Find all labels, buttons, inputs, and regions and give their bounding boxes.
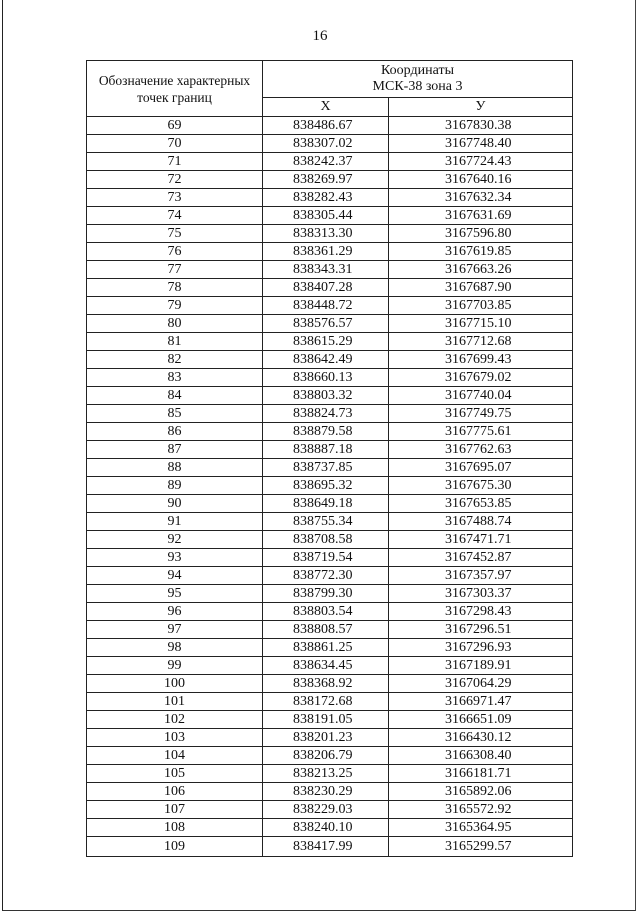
table-row [87,531,573,549]
header-y: У [389,98,573,117]
point-number: 104 [87,747,263,765]
y-coordinate: 3167775.61 [389,423,573,441]
x-coordinate: 838368.92 [263,675,389,693]
header-coordinates-title: Координаты [381,63,454,78]
y-coordinate: 3167189.91 [389,657,573,675]
x-coordinate: 838695.32 [263,477,389,495]
x-coordinate: 838803.54 [263,603,389,621]
y-coordinate: 3167064.29 [389,675,573,693]
x-coordinate: 838313.30 [263,225,389,243]
point-number: 107 [87,801,263,819]
table-row [87,423,573,441]
table-row [87,387,573,405]
x-coordinate: 838799.30 [263,585,389,603]
x-coordinate: 838737.85 [263,459,389,477]
table-row [87,369,573,387]
x-coordinate: 838803.32 [263,387,389,405]
x-coordinate: 838576.57 [263,315,389,333]
y-coordinate: 3166181.71 [389,765,573,783]
table-row [87,135,573,153]
table-row [87,189,573,207]
point-number: 82 [87,351,263,369]
y-coordinate: 3165572.92 [389,801,573,819]
x-coordinate: 838407.28 [263,279,389,297]
x-coordinate: 838772.30 [263,567,389,585]
x-coordinate: 838230.29 [263,783,389,801]
y-coordinate: 3166971.47 [389,693,573,711]
y-coordinate: 3167619.85 [389,243,573,261]
point-number: 80 [87,315,263,333]
y-coordinate: 3166651.09 [389,711,573,729]
y-coordinate: 3167296.93 [389,639,573,657]
table-row [87,315,573,333]
y-coordinate: 3167687.90 [389,279,573,297]
y-coordinate: 3167452.87 [389,549,573,567]
y-coordinate: 3166430.12 [389,729,573,747]
point-number: 81 [87,333,263,351]
point-number: 71 [87,153,263,171]
x-coordinate: 838708.58 [263,531,389,549]
x-coordinate: 838305.44 [263,207,389,225]
table-row [87,351,573,369]
x-coordinate: 838172.68 [263,693,389,711]
point-number: 74 [87,207,263,225]
y-coordinate: 3167679.02 [389,369,573,387]
point-number: 79 [87,297,263,315]
table-row [87,441,573,459]
y-coordinate: 3167740.04 [389,387,573,405]
point-number: 85 [87,405,263,423]
y-coordinate: 3167298.43 [389,603,573,621]
x-coordinate: 838615.29 [263,333,389,351]
x-coordinate: 838417.99 [263,837,389,857]
y-coordinate: 3167631.69 [389,207,573,225]
table-row [87,603,573,621]
y-coordinate: 3167663.26 [389,261,573,279]
y-coordinate: 3166308.40 [389,747,573,765]
table-row [87,639,573,657]
y-coordinate: 3167471.71 [389,531,573,549]
table-row [87,513,573,531]
table-row [87,711,573,729]
y-coordinate: 3167749.75 [389,405,573,423]
point-number: 108 [87,819,263,837]
y-coordinate: 3167296.51 [389,621,573,639]
x-coordinate: 838213.25 [263,765,389,783]
table-row [87,567,573,585]
x-coordinate: 838660.13 [263,369,389,387]
point-number: 84 [87,387,263,405]
table-row [87,495,573,513]
x-coordinate: 838719.54 [263,549,389,567]
point-number: 93 [87,549,263,567]
page-number: 16 [312,28,328,44]
table-row [87,747,573,765]
point-number: 77 [87,261,263,279]
x-coordinate: 838486.67 [263,117,389,135]
x-coordinate: 838755.34 [263,513,389,531]
point-number: 88 [87,459,263,477]
y-coordinate: 3167762.63 [389,441,573,459]
point-number: 83 [87,369,263,387]
y-coordinate: 3167748.40 [389,135,573,153]
point-number: 97 [87,621,263,639]
point-number: 70 [87,135,263,153]
table-row [87,801,573,819]
y-coordinate: 3165892.06 [389,783,573,801]
point-number: 106 [87,783,263,801]
x-coordinate: 838343.31 [263,261,389,279]
x-coordinate: 838824.73 [263,405,389,423]
table-row [87,621,573,639]
x-coordinate: 838642.49 [263,351,389,369]
y-coordinate: 3167488.74 [389,513,573,531]
header-coordinates [263,61,573,98]
x-coordinate: 838808.57 [263,621,389,639]
header-point-designation: Обозначение характерных точек границ [87,61,263,117]
table-row [87,153,573,171]
y-coordinate: 3167653.85 [389,495,573,513]
point-number: 69 [87,117,263,135]
x-coordinate: 838242.37 [263,153,389,171]
y-coordinate: 3167712.68 [389,333,573,351]
y-coordinate: 3167695.07 [389,459,573,477]
point-number: 100 [87,675,263,693]
y-coordinate: 3167703.85 [389,297,573,315]
point-number: 101 [87,693,263,711]
y-coordinate: 3167357.97 [389,567,573,585]
point-number: 72 [87,171,263,189]
x-coordinate: 838240.10 [263,819,389,837]
y-coordinate: 3165364.95 [389,819,573,837]
point-number: 86 [87,423,263,441]
point-number: 103 [87,729,263,747]
table-row [87,765,573,783]
point-number: 98 [87,639,263,657]
table-row [87,693,573,711]
table-row [87,783,573,801]
table-row [87,657,573,675]
table-row [87,207,573,225]
point-number: 89 [87,477,263,495]
table-row [87,585,573,603]
table-row [87,279,573,297]
y-coordinate: 3167303.37 [389,585,573,603]
y-coordinate: 3167699.43 [389,351,573,369]
table-row [87,171,573,189]
x-coordinate: 838282.43 [263,189,389,207]
y-coordinate: 3167632.34 [389,189,573,207]
point-number: 87 [87,441,263,459]
point-number: 73 [87,189,263,207]
x-coordinate: 838861.25 [263,639,389,657]
table-row [87,729,573,747]
y-coordinate: 3167724.43 [389,153,573,171]
table-row [87,261,573,279]
x-coordinate: 838879.58 [263,423,389,441]
table-row [87,333,573,351]
table-row [87,549,573,567]
point-number: 91 [87,513,263,531]
table-row [87,675,573,693]
coordinates-table [86,60,573,857]
point-number: 102 [87,711,263,729]
table-body [87,117,573,857]
table-row [87,297,573,315]
point-number: 105 [87,765,263,783]
table-row [87,117,573,135]
y-coordinate: 3165299.57 [389,837,573,857]
x-coordinate: 838269.97 [263,171,389,189]
point-number: 78 [87,279,263,297]
table-row [87,837,573,857]
point-number: 76 [87,243,263,261]
y-coordinate: 3167640.16 [389,171,573,189]
x-coordinate: 838634.45 [263,657,389,675]
table-row [87,405,573,423]
table-row [87,819,573,837]
x-coordinate: 838201.23 [263,729,389,747]
table-row [87,459,573,477]
table-row [87,243,573,261]
x-coordinate: 838307.02 [263,135,389,153]
point-number: 99 [87,657,263,675]
y-coordinate: 3167596.80 [389,225,573,243]
point-number: 92 [87,531,263,549]
point-number: 95 [87,585,263,603]
table-row [87,225,573,243]
x-coordinate: 838206.79 [263,747,389,765]
point-number: 109 [87,837,263,857]
x-coordinate: 838361.29 [263,243,389,261]
y-coordinate: 3167715.10 [389,315,573,333]
point-number: 94 [87,567,263,585]
table-row [87,477,573,495]
header-x: X [263,98,389,117]
header-coordinate-system: МСК-38 зона 3 [372,79,463,94]
y-coordinate: 3167675.30 [389,477,573,495]
x-coordinate: 838448.72 [263,297,389,315]
x-coordinate: 838191.05 [263,711,389,729]
x-coordinate: 838229.03 [263,801,389,819]
x-coordinate: 838887.18 [263,441,389,459]
x-coordinate: 838649.18 [263,495,389,513]
point-number: 96 [87,603,263,621]
y-coordinate: 3167830.38 [389,117,573,135]
point-number: 75 [87,225,263,243]
point-number: 90 [87,495,263,513]
